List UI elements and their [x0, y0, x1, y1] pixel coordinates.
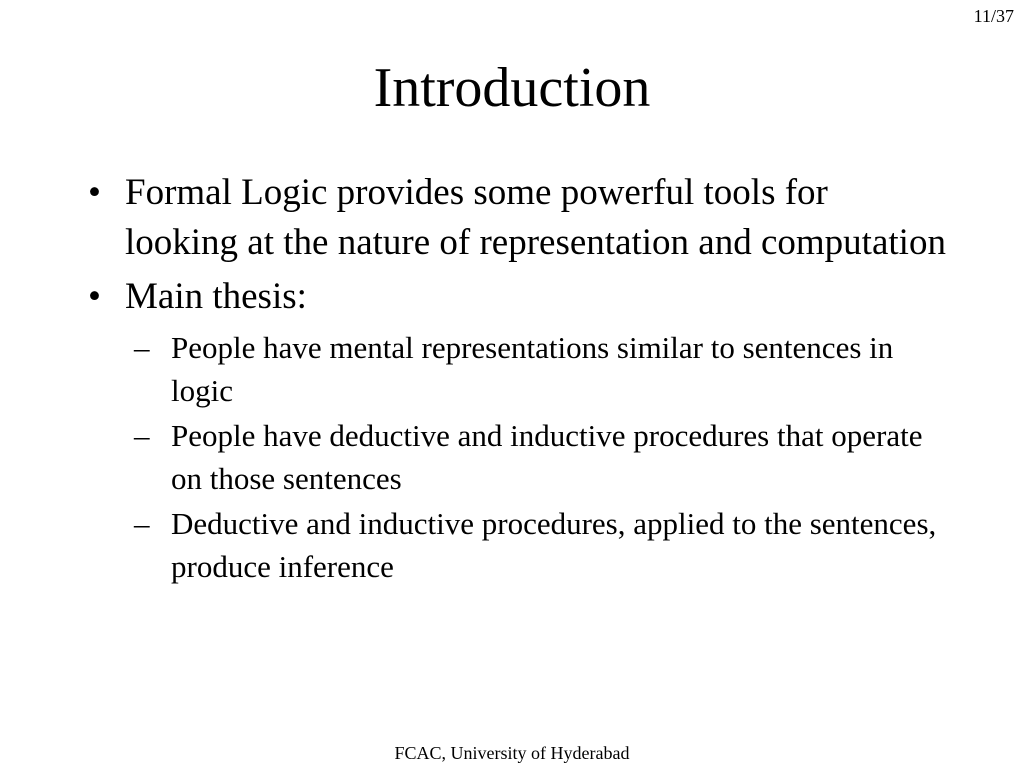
sub-bullet-item	[134, 502, 948, 588]
sub-bullet-marker: –	[134, 506, 150, 541]
slide-title: Introduction	[373, 57, 651, 119]
sub-bullet-text: People have deductive and inductive procedures that operate on those sentences	[171, 418, 923, 496]
bullet-marker: •	[88, 172, 101, 213]
sub-bullet-text: People have mental representations similar to sentences in logic	[171, 330, 894, 408]
slide-content	[88, 168, 948, 590]
sub-bullet-list	[134, 326, 948, 588]
bullet-text: Main thesis:	[125, 276, 307, 317]
sub-bullet-text: Deductive and inductive procedures, applied to the sentences, produce inference	[171, 506, 937, 584]
bullet-item	[88, 272, 948, 322]
bullet-text: Formal Logic provides some powerful tools for looking at the nature of representation and computation	[125, 172, 946, 263]
sub-bullet-marker: –	[134, 330, 150, 365]
bullet-item	[88, 168, 948, 268]
page-number: 11/37	[973, 6, 1014, 26]
slide-footer: FCAC, University of Hyderabad	[394, 743, 630, 763]
sub-bullet-marker: –	[134, 418, 150, 453]
sub-bullet-item	[134, 414, 948, 500]
bullet-marker: •	[88, 276, 101, 317]
sub-bullet-item	[134, 326, 948, 412]
